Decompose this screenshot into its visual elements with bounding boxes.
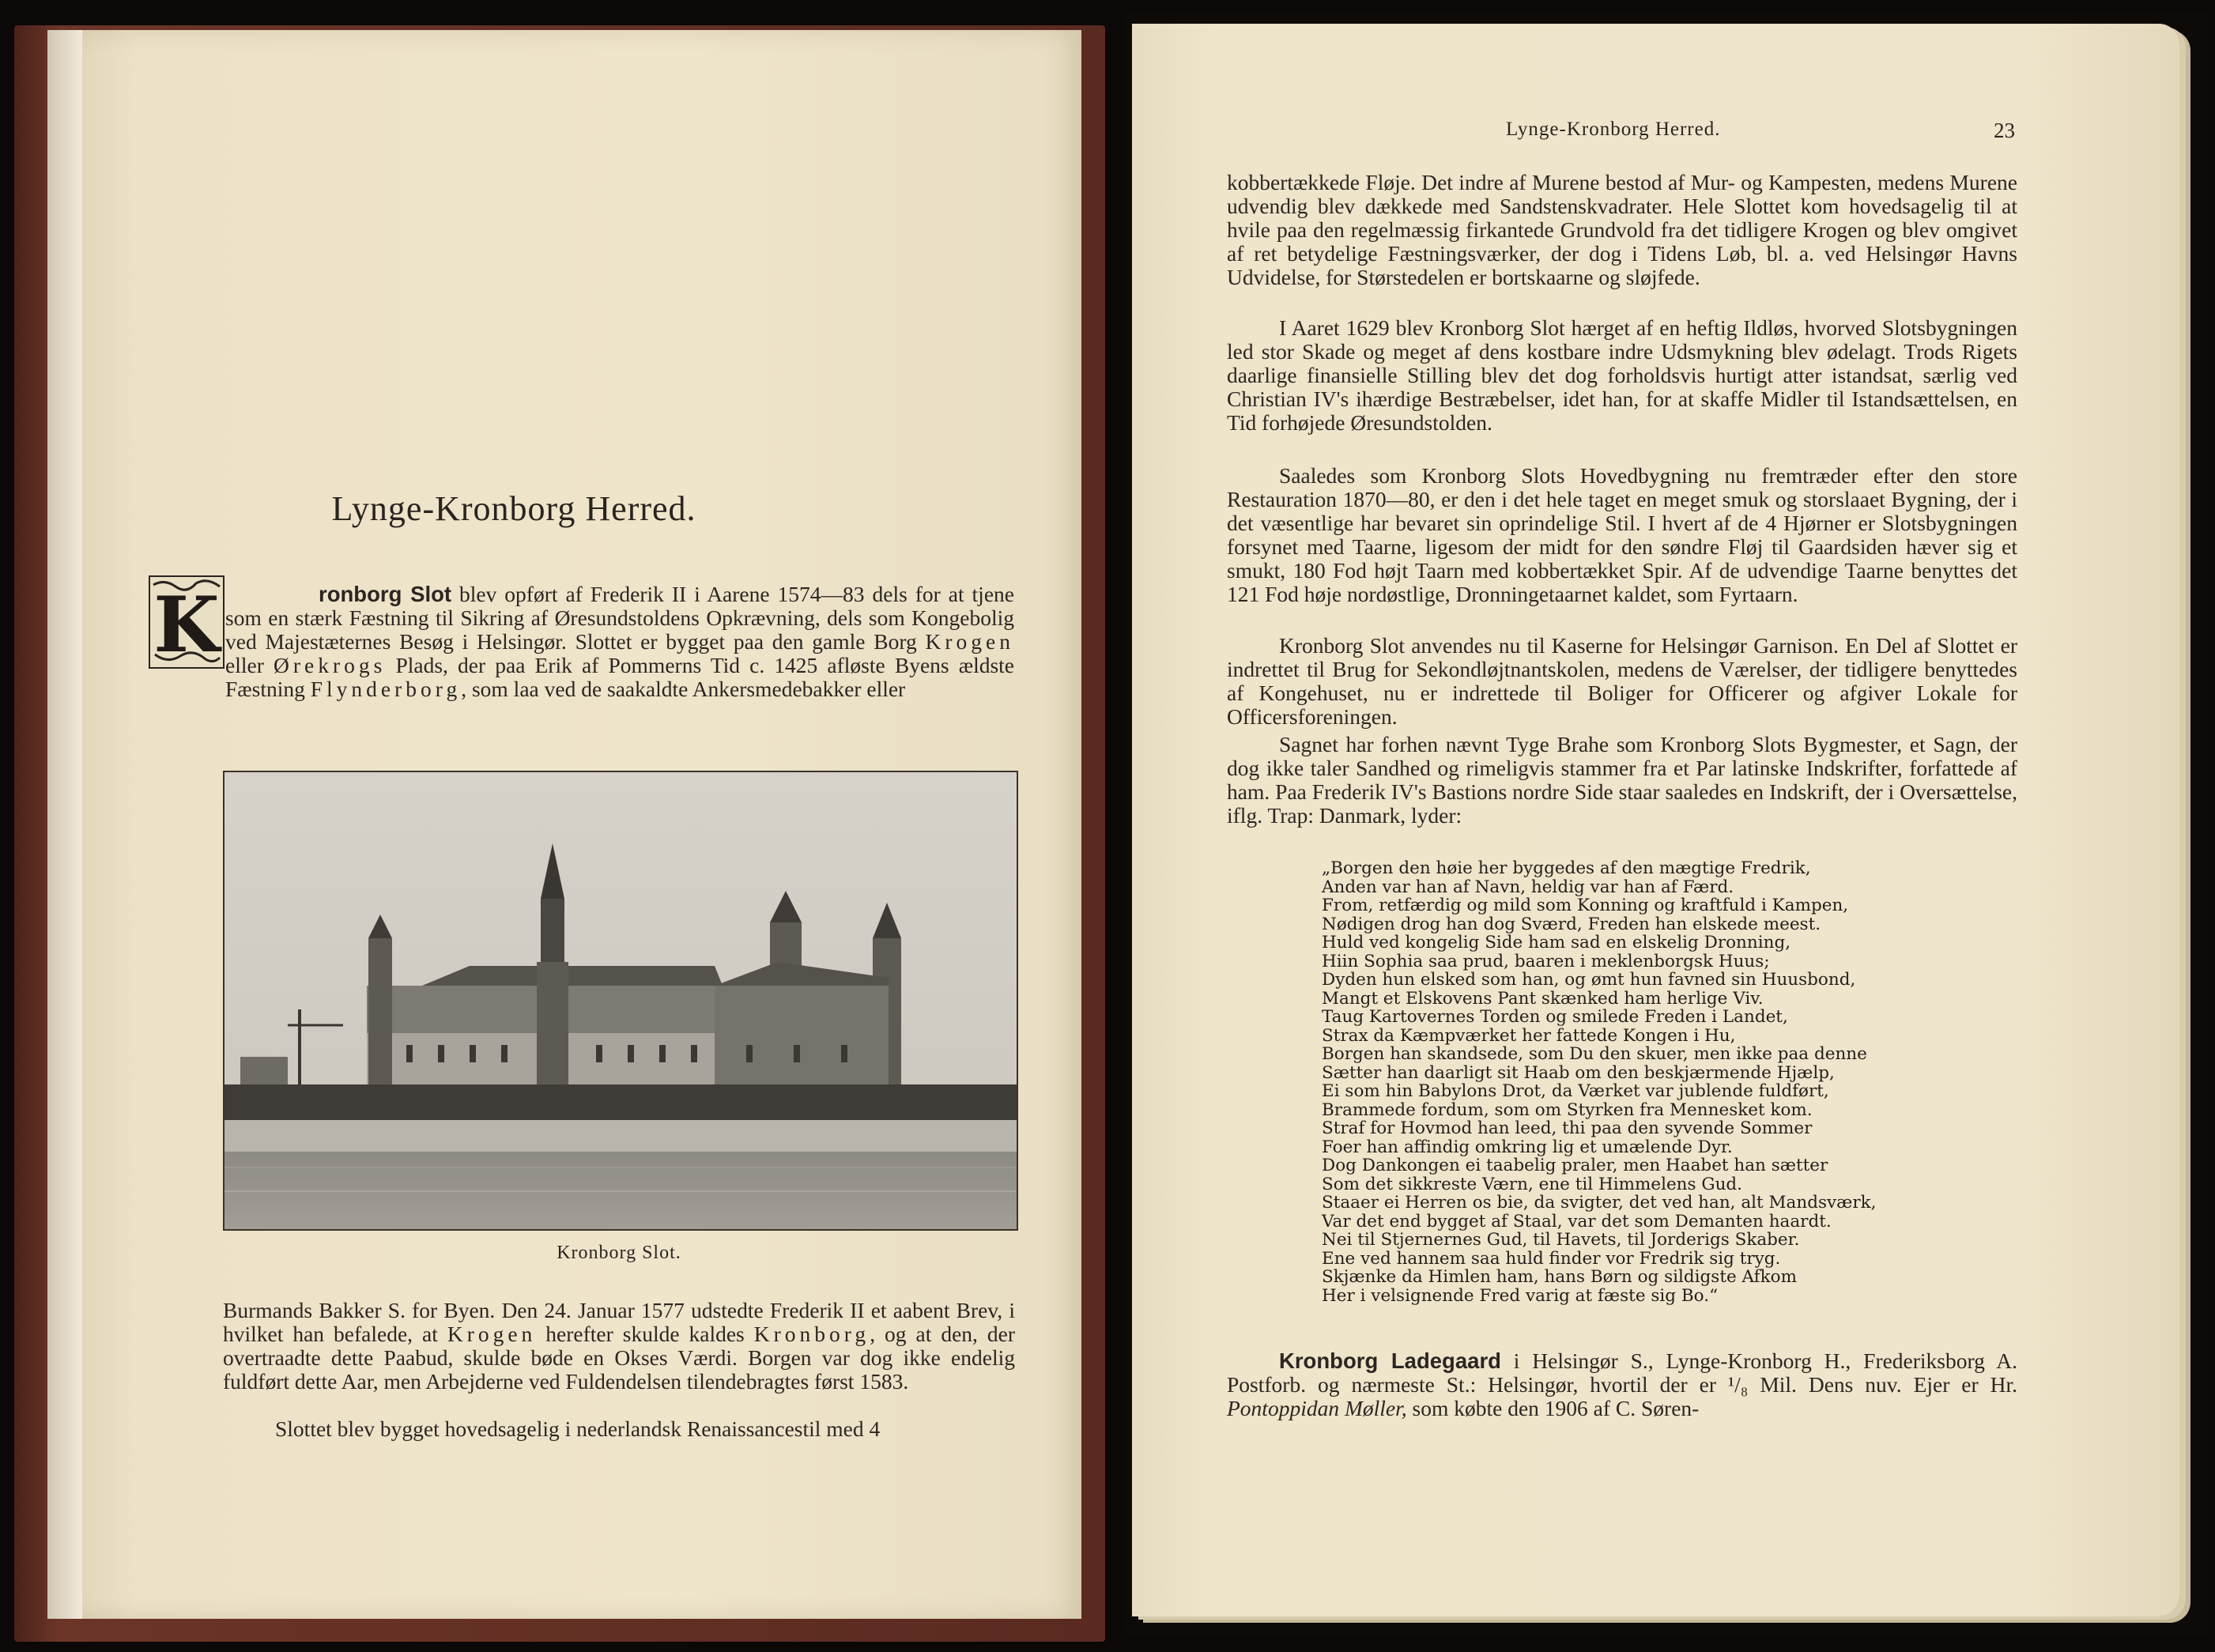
poem-line: Taug Kartovernes Torden og smilede Freden i Landet, xyxy=(1322,1007,1788,1027)
poem-line: Mangt et Elskovens Pant skænked ham herlige Viv. xyxy=(1322,988,1764,1009)
poem-line: Strax da Kæmpværket her fattede Kongen i Hu, xyxy=(1322,1025,1736,1046)
decorative-initial-k xyxy=(149,575,225,669)
poem-line: Sætter han daarligt sit Haab om den beskjærmende Hjælp, xyxy=(1322,1062,1835,1083)
kronborg-castle-photo xyxy=(223,771,1018,1231)
left-page-gutter xyxy=(47,30,82,1619)
body-paragraph: Sagnet har forhen nævnt Tyge Brahe som Kronborg Slots Bygmester, et Sagn, der dog ikke taler Sandhed og rimeligvis stammer fra et Par latinske Indskrifter, forfattede af ham. Paa Frederik IV's Bastions nordre Side staar saaledes en Indskrift, der i Oversættelse, iflg. Trap: Danmark, lyder: xyxy=(1227,732,2017,828)
running-head: Lynge-Kronborg Herred. xyxy=(1506,119,1721,140)
poem-line: Nei til Stjernernes Gud, til Havets, til Jorderigs Skaber. xyxy=(1322,1230,1800,1250)
poem-line: Huld ved kongelig Side ham sad en elskelig Dronning, xyxy=(1322,933,1791,952)
body-paragraph: Burmands Bakker S. for Byen. Den 24. Januar 1577 udstedte Frederik II et aabent Brev, i hvilket han befalede, at Krogen herefter skulde kaldes Kronborg, og at den, der overtraadte dette Paabud, skulde bøde en Okses Værdi. Borgen var dog ikke endelig fuldført dette Aar, men Arbejderne ved Fuldendelsen tilendebragtes først 1583. xyxy=(223,1298,1015,1394)
photo-caption: Kronborg Slot. xyxy=(557,1243,681,1263)
poem-line: From, retfærdig og mild som Konning og kraftfuld i Kampen, xyxy=(1322,896,1849,915)
body-paragraph: Kronborg Slot anvendes nu til Kaserne for Helsingør Garnison. En Del af Slottet er indrettet til Brug for Sekondløjtnantskolen, medens de Værelser, der tidligere benyttedes af Kongehuset, nu er indrettede til Boliger for Officerer og afgiver Lokale for Officersforeningen. xyxy=(1227,633,2017,729)
poem-line: Dyden hun elsked som han, og ømt hun favned sin Huusbond, xyxy=(1322,970,1856,990)
poem-line: Staaer ei Herren os bie, da svigter, det ved han, alt Mandsværk, xyxy=(1322,1193,1877,1213)
page-number: 23 xyxy=(1994,119,2015,142)
body-paragraph: kobbertækkede Fløje. Det indre af Murene bestod af Mur- og Kampesten, medens Murene udvendig blev dækkede med Sandstenskvadrater. Hele Slottet kom hovedsagelig til at hvile paa den regelmæssig firkantede Grundvold fra det tidligere Krogen og blev omgivet af ret betydelige Fæstningsværker, der dog i Tidens Løb, bl. a. ved Helsingør Havns Udvidelse, for Størstedelen er bortskaarne og sløjfede. xyxy=(1227,170,2017,289)
poem-line: Hiin Sophia saa prud, baaren i meklenborgsk Huus; xyxy=(1322,951,1770,971)
intro-paragraph: ronborg Slot blev opført af Frederik II i Aarene 1574—83 dels for at tjene som en stærk Fæstning til Sikring af Øresundstoldens Opkrævning, dels som Kongebolig ved Majestæternes Besøg i Helsingør. Slottet er bygget paa den gamle Borg Krogen eller Ørekrogs Plads, der paa Erik af Pommerns Tid c. 1425 afløste Byens ældste Fæstning Flynderborg, som laa ved de saakaldte Ankersmedebakker eller xyxy=(225,582,1015,701)
body-paragraph: Slottet blev bygget hovedsagelig i nederlandsk Renaissancestil med 4 xyxy=(275,1416,881,1441)
poem-line: Anden var han af Navn, heldig var han af Færd. xyxy=(1322,877,1734,897)
poem-line: Nødigen drog han dog Sværd, Freden han elskede meest. xyxy=(1322,914,1821,934)
body-paragraph: Kronborg Ladegaard i Helsingør S., Lynge-Kronborg H., Frederiksborg A. Postforb. og nærmeste St.: Helsingør, hvortil der er ¹/₈ Mil. Dens nuv. Ejer er Hr. Pontoppidan Møller, som købte den 1906 af C. Søren- xyxy=(1227,1348,2017,1420)
poem-line: Var det end bygget af Staal, var det som Demanten haardt. xyxy=(1322,1211,1832,1231)
poem-line: Ei som hin Babylons Drot, da Værket var jublende fuldført, xyxy=(1322,1081,1829,1101)
poem-line: Her i velsignende Fred varig at fæste sig Bo.“ xyxy=(1322,1285,1719,1306)
poem-line: Straf for Hovmod han leed, thi paa den syvende Sommer xyxy=(1322,1118,1813,1138)
poem-line: Skjænke da Himlen ham, hans Børn og sildigste Afkom xyxy=(1322,1267,1798,1287)
poem-line: Foer han affindig omkring lig et umælende Dyr. xyxy=(1322,1137,1733,1157)
poem-line: Dog Dankongen ei taabelig praler, men Haabet han sætter xyxy=(1322,1156,1828,1175)
bold-lead: Kronborg Ladegaard xyxy=(1279,1348,1501,1373)
poem-line: „Borgen den høie her byggedes af den mægtige Fredrik, xyxy=(1322,858,1811,878)
inscription-poem xyxy=(1322,859,2017,1305)
poem-line: Som det sikkreste Værn, ene til Himmelens Gud. xyxy=(1322,1174,1743,1194)
svg-text:K: K xyxy=(153,580,220,669)
body-paragraph: Saaledes som Kronborg Slots Hovedbygning nu fremtræder efter den store Restauration 1870—80, er den i det hele taget en meget smuk og storslaaet Bygning, der i det væsentlige har bevaret sin oprindelige Stil. I hvert af de 4 Hjørner er Slotsbygningen forsynet med Taarne, ligesom der midt for den søndre Fløj til Gaardsiden hæver sig et smukt, 180 Fod højt Taarn med kobbertækket Spir. Af de udvendige Taarne benyttes det 121 Fod høje nordøstlige, Dronningetaarnet kaldet, som Fyrtaarn. xyxy=(1227,463,2017,606)
bold-lead: ronborg Slot xyxy=(319,582,452,606)
poem-line: Brammede fordum, som om Styrken fra Mennesket kom. xyxy=(1322,1099,1813,1120)
body-paragraph: I Aaret 1629 blev Kronborg Slot hærget af en heftig Ildløs, hvorved Slotsbygningen led stor Skade og meget af dens kostbare indre Udsmykning blev ødelagt. Trods Rigets daarlige finansielle Stilling blev det dog forholdsvis hurtigt atter istandsat, særlig ved Christian IV's ihærdige Bestræbelser, idet han, for at skaffe Midler til Istandsættelsen, en Tid forhøjede Øresundstolden. xyxy=(1227,315,2017,435)
poem-line: Borgen han skandsede, som Du den skuer, men ikke paa denne xyxy=(1322,1044,1867,1064)
poem-line: Ene ved hannem saa huld finder vor Fredrik sig tryg. xyxy=(1322,1248,1781,1269)
chapter-heading: Lynge-Kronborg Herred. xyxy=(331,489,696,528)
